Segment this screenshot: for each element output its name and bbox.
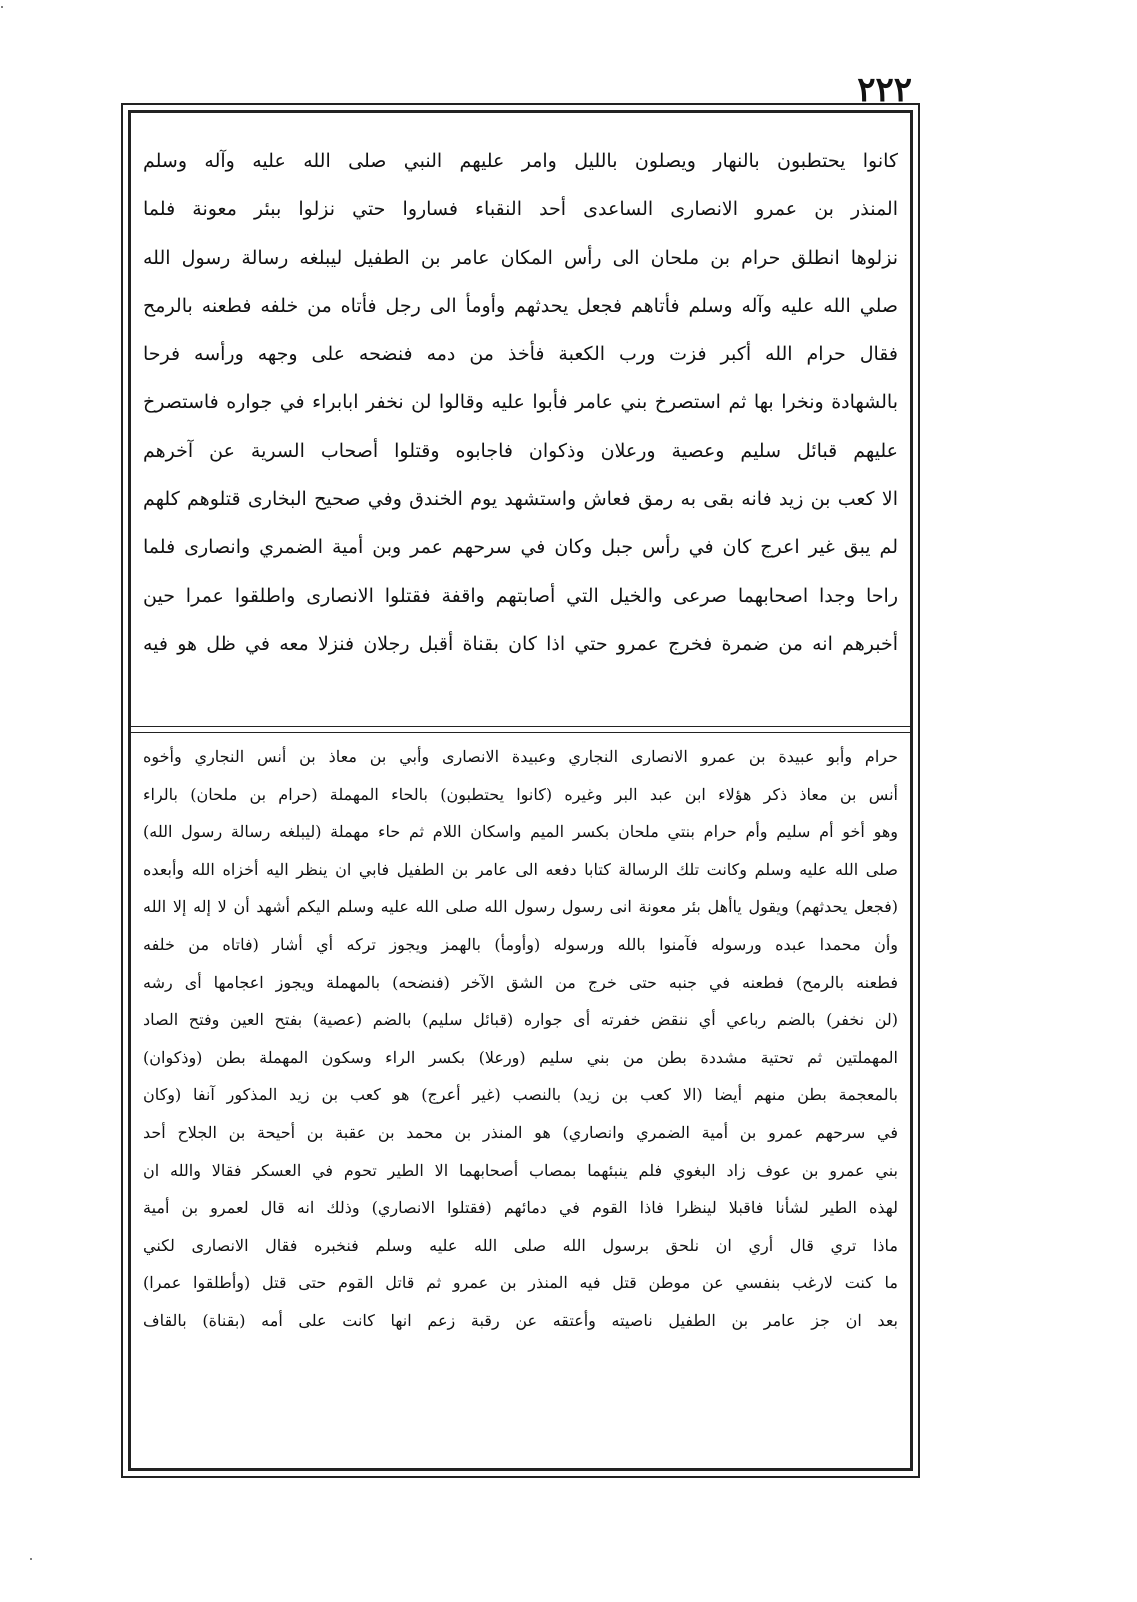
commentary-line: بالمعجمة بطن منهم أيضا (الا كعب بن زيد) بالنصب (غير أعرج) هو كعب بن زيد المذكور آنفا (وكان	[143, 1085, 898, 1105]
commentary-line: لهذه الطير لشأنا فاقبلا لينظرا فاذا القوم في دمائهم (فقتلوا الانصاري) وذلك انه قال لعمرو بن أمية	[143, 1198, 898, 1218]
commentary-line: وأن محمدا عبده ورسوله فآمنوا بالله ورسوله (وأومأ) بالهمز ويجوز تركه أي أشار (فاتاه من خلفه	[143, 934, 898, 954]
commentary-line: في سرحهم عمرو بن أمية الضمري وانصاري) هو المنذر بن محمد بن عقبة بن أحيحة بن الجلاح أحد	[143, 1122, 898, 1142]
page-frame	[121, 103, 920, 1478]
commentary-line: بني عمرو بن عوف زاد البغوي فلم ينبئهما بمصاب أصحابهما الا الطير تحوم في العسكر فقالا والله ان	[143, 1160, 898, 1180]
page-number: ٢٢٢	[857, 70, 912, 110]
main-text-line: فقال حرام الله أكبر فزت ورب الكعبة فأخذ من دمه فنضحه على وجهه ورأسه فرحا	[143, 343, 898, 366]
section-separator	[131, 726, 910, 733]
main-text-line: كانوا يحتطبون بالنهار ويصلون بالليل وامر عليهم النبي صلى الله عليه وآله وسلم	[143, 150, 898, 172]
scan-speck	[1, 6, 3, 8]
page-frame-inner	[128, 110, 913, 1471]
commentary-block	[143, 738, 898, 1340]
commentary-line: (لن نخفر) بالضم رباعي أي ننقض خفرته أى جواره (قبائل سليم) بالضم (عصية) بفتح العين وفتح الصاد	[143, 1010, 898, 1030]
commentary-line: أنس بن معاذ ذكر هؤلاء ابن عبد البر وغيره (كانوا يحتطبون) بالحاء المهملة (حرام بن ملحان) بالراء	[143, 784, 898, 804]
main-text-line: صلي الله عليه وآله وسلم فأتاهم فجعل يحدثهم وأومأ الى رجل فأتاه من خلفه فطعنه بالرمح	[143, 294, 898, 317]
commentary-line: ماذا تري قال أري ان نلحق برسول الله صلى الله عليه وسلم فنخبره فقال الانصارى لكني	[143, 1235, 898, 1255]
main-text-line: الا كعب بن زيد فانه بقى به رمق فعاش واستشهد يوم الخندق وفي صحيح البخارى قتلوهم كلهم	[143, 488, 898, 511]
main-text-block	[143, 137, 898, 668]
commentary-line: وهو أخو أم سليم وأم حرام بنتي ملحان بكسر الميم واسكان اللام ثم حاء مهملة (ليبلغه رسالة رسول الله)	[143, 822, 898, 842]
commentary-line: المهملتين ثم تحتية مشددة بطن من بني سليم (ورعلا) بكسر الراء وسكون المهملة بطن (وذكوان)	[143, 1047, 898, 1067]
main-text-line: راحا وجدا اصحابهما صرعى والخيل التي أصابتهم واقفة فقتلوا الانصارى واطلقوا عمرا حين	[143, 584, 898, 607]
main-text-line: عليهم قبائل سليم وعصية ورعلان وذكوان فاجابوه وقتلوا أصحاب السرية عن آخرهم	[143, 439, 898, 462]
commentary-line: فطعنه بالرمح) فطعنه في جنبه حتى خرج من الشق الآخر (فنضحه) بالمهملة ويجوز اعجامها أى رشه	[143, 972, 898, 992]
commentary-line: حرام وأبو عبيدة بن عمرو الانصارى النجاري وعبيدة الانصارى وأبي بن معاذ بن أنس النجاري وأخوه	[143, 747, 898, 766]
commentary-line: صلى الله عليه وسلم وكانت تلك الرسالة كتابا دفعه الى عامر بن الطفيل فابي ان ينظر اليه أخزاه الله وأبعده	[143, 859, 898, 879]
main-text-line: نزلوها انطلق حرام بن ملحان الى رأس المكان عامر بن الطفيل ليبلغه رسالة رسول الله	[143, 246, 898, 269]
main-text-line: بالشهادة ونخرا بها ثم استصرخ بني عامر فأبوا عليه وقالوا لن نخفر ابابراء في جواره فاستصرخ	[143, 391, 898, 414]
main-text-line: المنذر بن عمرو الانصارى الساعدى أحد النقباء فساروا حتي نزلوا ببئر معونة فلما	[143, 198, 898, 221]
commentary-line: (فجعل يحدثهم) ويقول ياأهل بئر معونة انى رسول رسول الله صلى الله عليه وسلم اليكم أشهد أن لا إله إلا الله	[143, 897, 898, 917]
scan-speck	[30, 1558, 32, 1560]
main-text-line: أخبرهم انه من ضمرة فخرج عمرو حتي اذا كان بقناة أقبل رجلان فنزلا معه في ظل هو فيه	[143, 632, 898, 655]
commentary-line: ما كنت لارغب بنفسي عن موطن قتل فيه المنذر بن عمرو ثم قاتل القوم حتى قتل (وأطلقوا عمرا)	[143, 1273, 898, 1293]
commentary-line: بعد ان جز عامر بن الطفيل ناصيته وأعتقه عن رقبة زعم انها كانت على أمه (بقناة) بالقاف	[143, 1310, 898, 1330]
main-text-line: لم يبق غير اعرج كان في رأس جبل وكان في سرحهم عمر وبن أمية الضمري وانصارى فلما	[143, 536, 898, 559]
